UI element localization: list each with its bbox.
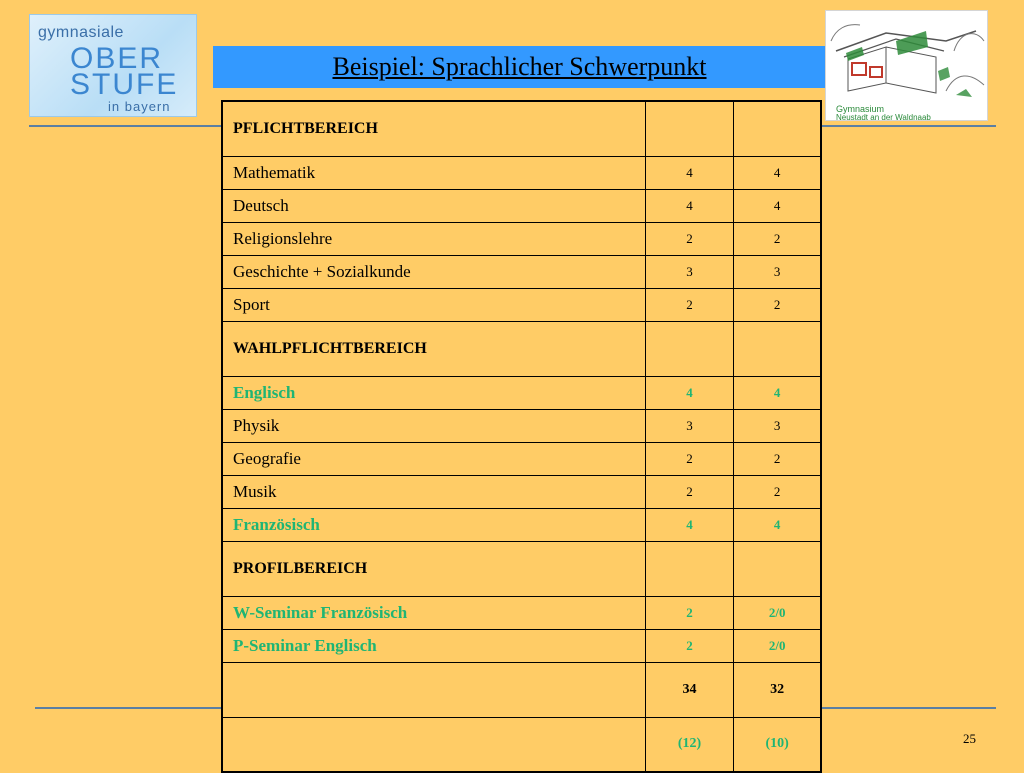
hours-cell-2: 4 [734, 156, 821, 189]
table-row [222, 156, 821, 189]
hours-cell-1: 4 [645, 376, 734, 409]
hours-cell-2: 4 [734, 189, 821, 222]
hours-cell-2: 3 [734, 255, 821, 288]
hours-cell-1: 2 [645, 222, 734, 255]
hours-cell-1: 3 [645, 409, 734, 442]
subject-cell: WAHLPFLICHTBEREICH [222, 321, 645, 376]
logo-text-ober: OBER [70, 42, 164, 75]
section-header-row [222, 321, 821, 376]
school-logo-text-2: Neustadt an der Waldnaab [836, 113, 931, 121]
hours-cell-1: 2 [645, 629, 734, 662]
school-logo-text-1: Gymnasium [836, 104, 885, 114]
table-row [222, 629, 821, 662]
subject-cell: Musik [222, 475, 645, 508]
hours-cell-2: 2 [734, 288, 821, 321]
subject-cell: PROFILBEREICH [222, 541, 645, 596]
hours-cell-2 [734, 541, 821, 596]
hours-cell-1: 4 [645, 156, 734, 189]
hours-cell-1 [645, 321, 734, 376]
logo-text-in-bayern: in bayern [108, 99, 171, 114]
hours-cell-2: 2/0 [734, 629, 821, 662]
subject-cell: Deutsch [222, 189, 645, 222]
section-header-row [222, 541, 821, 596]
hours-cell-2: 4 [734, 508, 821, 541]
table-row [222, 288, 821, 321]
subject-cell: Geschichte + Sozialkunde [222, 255, 645, 288]
page-number: 25 [963, 731, 976, 746]
hours-cell-2: 4 [734, 376, 821, 409]
subject-cell: Sport [222, 288, 645, 321]
slide-title: Beispiel: Sprachlicher Schwerpunkt [332, 52, 707, 81]
table-row [222, 376, 821, 409]
hours-cell-1: 4 [645, 508, 734, 541]
table-row [222, 508, 821, 541]
logo-text-gymnasiale: gymnasiale [38, 24, 124, 41]
table-row [222, 596, 821, 629]
hours-cell-2: 2 [734, 475, 821, 508]
subject-cell: Religionslehre [222, 222, 645, 255]
slide-title-bar [213, 46, 826, 88]
hours-cell-1: 2 [645, 288, 734, 321]
subject-table-body [222, 101, 821, 772]
hours-cell-2 [734, 101, 821, 156]
subject-table [221, 100, 822, 773]
school-logo [825, 10, 988, 121]
hours-cell-1 [645, 101, 734, 156]
hours-cell-2: 2 [734, 222, 821, 255]
table-row [222, 222, 821, 255]
subject-cell: PFLICHTBEREICH [222, 101, 645, 156]
school-building-icon [826, 11, 988, 103]
hours-cell-2: 2/0 [734, 596, 821, 629]
subject-cell [222, 662, 645, 717]
table-row [222, 662, 821, 717]
hours-cell-1: 2 [645, 475, 734, 508]
table-row [222, 409, 821, 442]
table-row [222, 255, 821, 288]
subject-cell: Geografie [222, 442, 645, 475]
hours-cell-1: (12) [645, 717, 734, 772]
subject-cell: Französisch [222, 508, 645, 541]
subject-cell: P-Seminar Englisch [222, 629, 645, 662]
table-row [222, 717, 821, 772]
hours-cell-1 [645, 541, 734, 596]
hours-cell-2: 32 [734, 662, 821, 717]
subject-cell [222, 717, 645, 772]
hours-cell-2 [734, 321, 821, 376]
subject-cell: Physik [222, 409, 645, 442]
hours-cell-2: 3 [734, 409, 821, 442]
hours-cell-1: 4 [645, 189, 734, 222]
subject-cell: Mathematik [222, 156, 645, 189]
logo-text-stufe: STUFE [70, 68, 179, 101]
table-row [222, 189, 821, 222]
subject-cell: Englisch [222, 376, 645, 409]
section-header-row [222, 101, 821, 156]
subject-cell: W-Seminar Französisch [222, 596, 645, 629]
hours-cell-2: (10) [734, 717, 821, 772]
hours-cell-1: 34 [645, 662, 734, 717]
table-row [222, 475, 821, 508]
oberstufe-logo [29, 14, 197, 117]
hours-cell-1: 2 [645, 596, 734, 629]
table-row [222, 442, 821, 475]
hours-cell-2: 2 [734, 442, 821, 475]
hours-cell-1: 2 [645, 442, 734, 475]
hours-cell-1: 3 [645, 255, 734, 288]
